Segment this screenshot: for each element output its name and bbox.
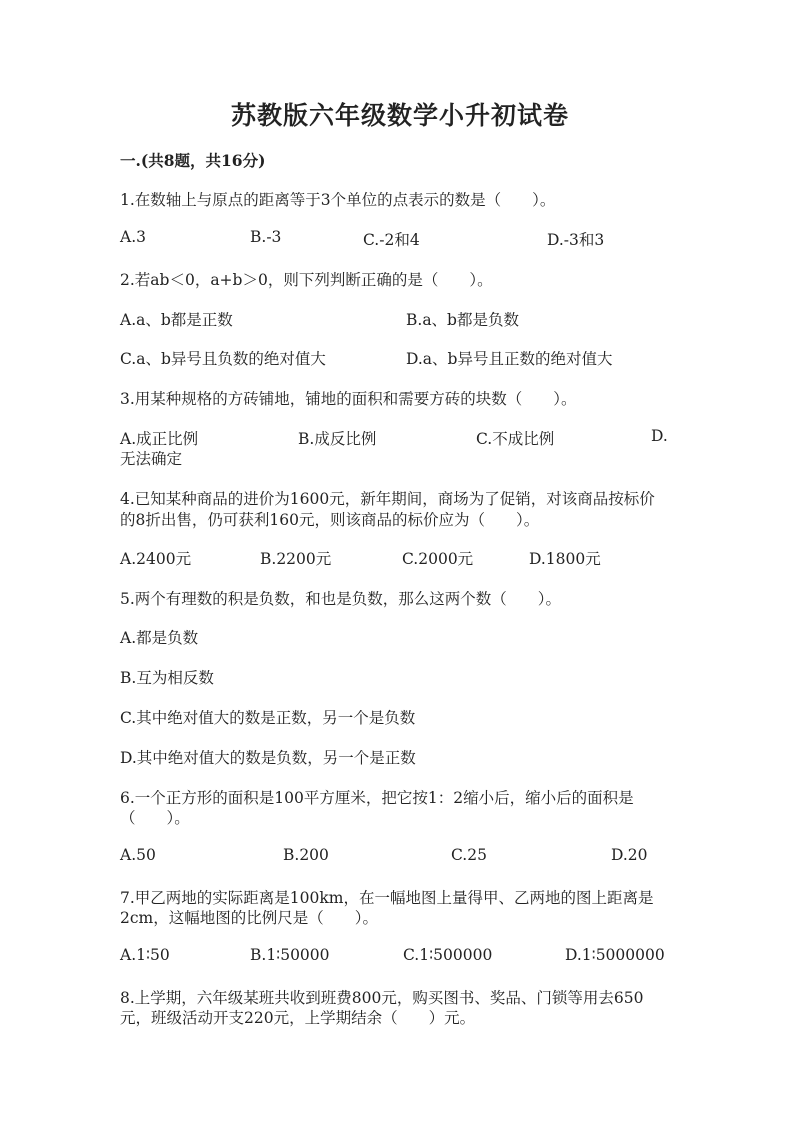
q6-option-a: A.50 <box>120 846 156 864</box>
question-7-text-line-2: 2cm，这幅地图的比例尺是（ ）。 <box>120 909 378 927</box>
q7-option-d: D.1∶5000000 <box>565 946 665 964</box>
q4-option-a: A.2400元 <box>120 550 192 568</box>
question-4-text-line-2: 的8折出售，仍可获利160元，则该商品的标价应为（ ）。 <box>120 511 540 529</box>
q2-option-a: A.a、b都是正数 <box>120 311 233 329</box>
q1-option-c: C.-2和4 <box>363 231 420 249</box>
q7-option-a: A.1∶50 <box>120 946 170 964</box>
q3-option-c: C.不成比例 <box>476 430 555 448</box>
q3-option-b: B.成反比例 <box>298 430 377 448</box>
q3-option-d-continued: 无法确定 <box>120 450 183 468</box>
q1-option-b: B.-3 <box>250 228 282 246</box>
q5-option-c: C.其中绝对值大的数是正数，另一个是负数 <box>120 709 416 727</box>
q5-option-d: D.其中绝对值大的数是负数，另一个是正数 <box>120 749 416 767</box>
q2-option-d: D.a、b异号且正数的绝对值大 <box>406 350 613 368</box>
question-6-text-line-1: 6.一个正方形的面积是100平方厘米，把它按1：2缩小后，缩小后的面积是 <box>120 789 634 807</box>
q7-option-b: B.1∶50000 <box>250 946 330 964</box>
q4-option-b: B.2200元 <box>260 550 332 568</box>
question-8-text-line-1: 8.上学期，六年级某班共收到班费800元，购买图书、奖品、门锁等用去650 <box>120 989 644 1007</box>
q5-option-a: A.都是负数 <box>120 629 199 647</box>
q3-option-d: D. <box>651 427 668 445</box>
question-8-text-line-2: 元，班级活动开支220元，上学期结余（ ）元。 <box>120 1009 476 1027</box>
question-2-text: 2.若ab＜0，a+b＞0，则下列判断正确的是（ ）。 <box>120 271 493 289</box>
q7-option-c: C.1∶500000 <box>403 946 493 964</box>
question-7-text-line-1: 7.甲乙两地的实际距离是100km，在一幅地图上量得甲、乙两地的图上距离是 <box>120 889 654 907</box>
q1-option-d: D.-3和3 <box>547 231 605 249</box>
q6-option-b: B.200 <box>283 846 329 864</box>
exam-title: 苏教版六年级数学小升初试卷 <box>230 101 569 130</box>
question-4-text-line-1: 4.已知某种商品的进价为1600元，新年期间，商场为了促销，对该商品按标价 <box>120 490 655 508</box>
section-heading: 一.(共8题，共16分) <box>120 151 266 170</box>
q5-option-b: B.互为相反数 <box>120 669 214 687</box>
question-6-text-line-2: （ ）。 <box>120 809 190 827</box>
q3-option-a: A.成正比例 <box>120 430 199 448</box>
q6-option-c: C.25 <box>451 846 487 864</box>
q4-option-c: C.2000元 <box>402 550 474 568</box>
q2-option-b: B.a、b都是负数 <box>406 311 519 329</box>
question-5-text: 5.两个有理数的积是负数，和也是负数，那么这两个数（ ）。 <box>120 590 562 608</box>
q2-option-c: C.a、b异号且负数的绝对值大 <box>120 350 326 368</box>
q1-option-a: A.3 <box>120 228 146 246</box>
q6-option-d: D.20 <box>611 846 648 864</box>
question-1-text: 1.在数轴上与原点的距离等于3个单位的点表示的数是（ ）。 <box>120 191 556 209</box>
q4-option-d: D.1800元 <box>529 550 601 568</box>
question-3-text: 3.用某种规格的方砖铺地，铺地的面积和需要方砖的块数（ ）。 <box>120 390 577 408</box>
